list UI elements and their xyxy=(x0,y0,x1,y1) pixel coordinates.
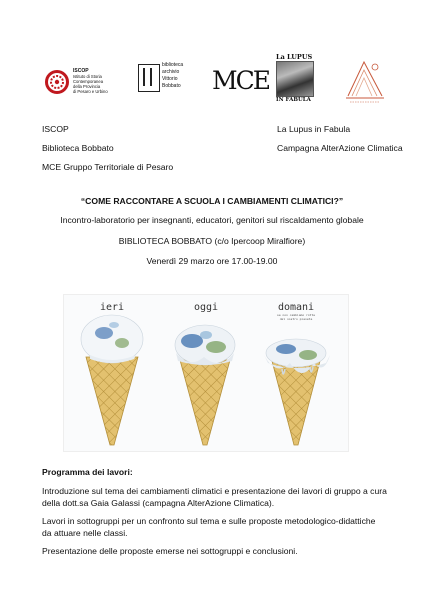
ice-cream-cones-image xyxy=(63,294,349,452)
partners-list xyxy=(42,124,403,181)
program-item-workshops: Lavori in sottogruppi per un confronto sul tema e sulle proposte metodologico-didattiche da attuare nelle classi. xyxy=(42,515,376,538)
program-section xyxy=(42,466,387,562)
event-datetime: Venerdì 29 marzo ore 17.00-19.00 xyxy=(146,256,278,266)
lupus-logo xyxy=(276,54,316,106)
iscop-logo-desc: Istituto di Storia Contemporanea della Provincia di Pesaro e Urbino xyxy=(73,74,108,94)
partner-biblioteca: Biblioteca Bobbato xyxy=(42,143,114,153)
label-oggi: oggi xyxy=(193,302,219,313)
caption-line-2: del nostro pianeta xyxy=(279,317,313,321)
iscop-logo xyxy=(45,68,135,102)
event-venue: BIBLIOTECA BOBBATO (c/o Ipercoop Miralfiore) xyxy=(118,236,306,246)
label-ieri: ieri xyxy=(99,302,125,313)
logo-strip xyxy=(0,52,424,104)
biblioteca-logo xyxy=(138,60,213,104)
partner-mce: MCE Gruppo Territoriale di Pesaro xyxy=(42,162,174,172)
alterazione-emblem-icon xyxy=(342,56,388,104)
iscop-emblem-icon xyxy=(45,70,69,94)
program-heading: Programma dei lavori: xyxy=(42,467,133,477)
partner-iscop: ISCOP xyxy=(42,124,69,134)
program-item-conclusions: Presentazione delle proposte emerse nei sottogruppi e conclusioni. xyxy=(42,545,298,556)
lupus-logo-sub: IN FABULA xyxy=(276,97,311,103)
event-title: “COME RACCONTARE A SCUOLA I CAMBIAMENTI CLIMATICI?” xyxy=(80,196,344,206)
cone-ieri xyxy=(81,315,143,445)
partner-alterazione: Campagna AlterAzione Climatica xyxy=(277,143,403,153)
label-domani: domani xyxy=(277,302,315,313)
book-icon xyxy=(138,64,160,92)
cone-domani xyxy=(264,339,330,445)
cone-oggi xyxy=(175,325,235,445)
event-subtitle: Incontro-laboratorio per insegnanti, educatori, genitori sul riscaldamento globale xyxy=(60,215,364,225)
iscop-logo-name: ISCOP xyxy=(73,68,89,74)
wolf-icon xyxy=(276,61,314,97)
biblioteca-logo-text: biblioteca archivio Vittorio Bobbato xyxy=(162,62,184,89)
lupus-logo-title: La LUPUS xyxy=(276,53,313,61)
caption-line-1: se non cambiamo rotta xyxy=(277,313,315,317)
alterazione-logo xyxy=(342,56,388,104)
partner-lupus: La Lupus in Fabula xyxy=(277,124,351,134)
program-item-intro: Introduzione sul tema dei cambiamenti climatici e presentazione dei lavori di gruppo a cura della dott.sa Gaia Galassi (campagna AlterAzione Climatica). xyxy=(42,485,387,508)
mce-logo: MCE xyxy=(212,66,269,95)
